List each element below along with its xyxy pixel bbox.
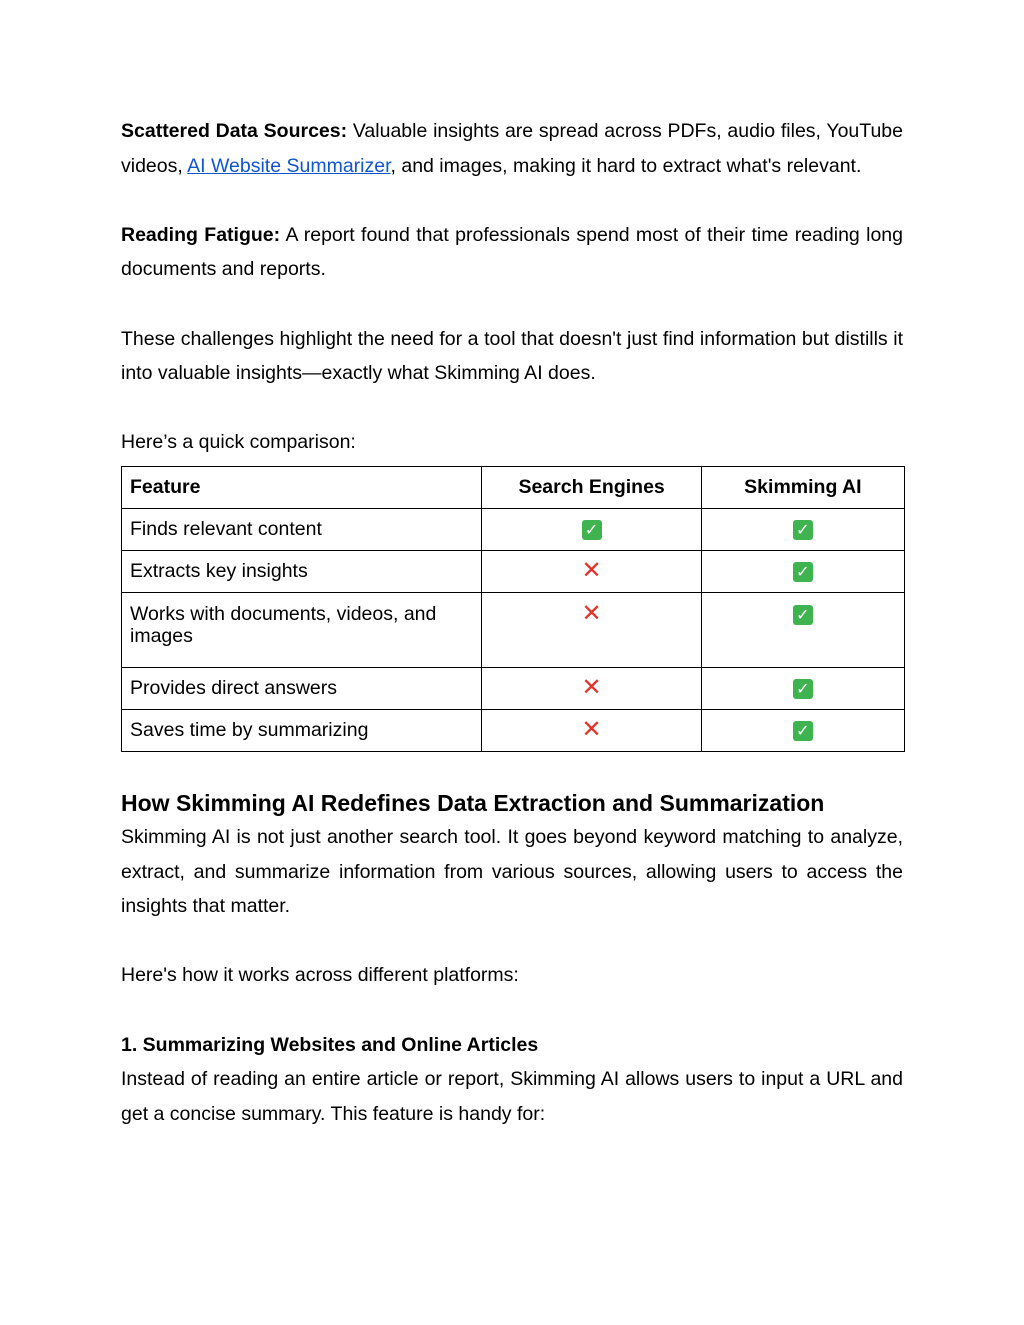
table-row [122,592,905,667]
skimming-ai-cell [701,508,904,550]
search-engines-cell [482,550,701,592]
table-row [122,508,905,550]
ai-website-summarizer-link[interactable]: AI Website Summarizer [187,154,391,177]
skimming-ai-cell [701,550,904,592]
check-icon: ✓ [793,520,813,540]
search-engines-cell [482,508,701,550]
subheading-websites: 1. Summarizing Websites and Online Articles [121,1033,539,1056]
header-feature: Feature [122,466,482,508]
feature-cell: Works with documents, videos, and images [122,592,482,667]
header-skimming-ai: Skimming AI [701,466,904,508]
cross-icon: ✕ [581,598,602,627]
table-header-row [122,466,905,508]
skimming-ai-cell [701,709,904,751]
document-page [121,114,903,1131]
websites-paragraph: Instead of reading an entire article or report, Skimming AI allows users to input a URL and get a concise summary. This feature is handy for: [121,1068,903,1125]
header-search-engines: Search Engines [482,466,701,508]
table-row [122,709,905,751]
challenges-paragraph: These challenges highlight the need for a tool that doesn't just find information but distills it into valuable insights—exactly what Skimming AI does. [121,327,903,385]
platforms-intro: Here's how it works across different platforms: [121,964,519,987]
search-engines-cell [482,667,701,709]
check-icon: ✓ [793,721,813,741]
section-intro-paragraph: Skimming AI is not just another search tool. It goes beyond keyword matching to analyze, extract, and summarize information from various sources, allowing users to access the insights that matter. [121,825,903,918]
search-engines-cell [482,709,701,751]
feature-cell: Provides direct answers [122,667,482,709]
scattered-data-text-a: Valuable insights are spread across PDFs, audio files, YouTube videos, [121,120,903,177]
reading-fatigue-label: Reading Fatigue: [121,223,281,246]
cross-icon: ✕ [581,555,602,584]
feature-cell: Saves time by summarizing [122,709,482,751]
search-engines-cell [482,592,701,667]
scattered-data-text-b: , and images, making it hard to extract what's relevant. [390,154,862,177]
scattered-data-paragraph [121,114,903,183]
feature-cell: Finds relevant content [122,508,482,550]
skimming-ai-cell [701,592,904,667]
scattered-data-label: Scattered Data Sources: [121,120,348,142]
reading-fatigue-paragraph [121,218,903,287]
comparison-table [121,466,905,752]
skimming-ai-cell [701,667,904,709]
comparison-intro: Here’s a quick comparison: [121,431,356,454]
reading-fatigue-text: A report found that professionals spend most of their time reading long documents and reports. [121,223,904,281]
section-heading: How Skimming AI Redefines Data Extraction and Summarization [121,789,825,816]
table-row [122,550,905,592]
table-row [122,667,905,709]
check-icon: ✓ [793,679,813,699]
cross-icon: ✕ [581,714,602,743]
feature-cell: Extracts key insights [122,550,482,592]
check-icon: ✓ [582,520,602,540]
check-icon: ✓ [793,605,813,625]
check-icon: ✓ [793,562,813,582]
cross-icon: ✕ [581,672,602,701]
